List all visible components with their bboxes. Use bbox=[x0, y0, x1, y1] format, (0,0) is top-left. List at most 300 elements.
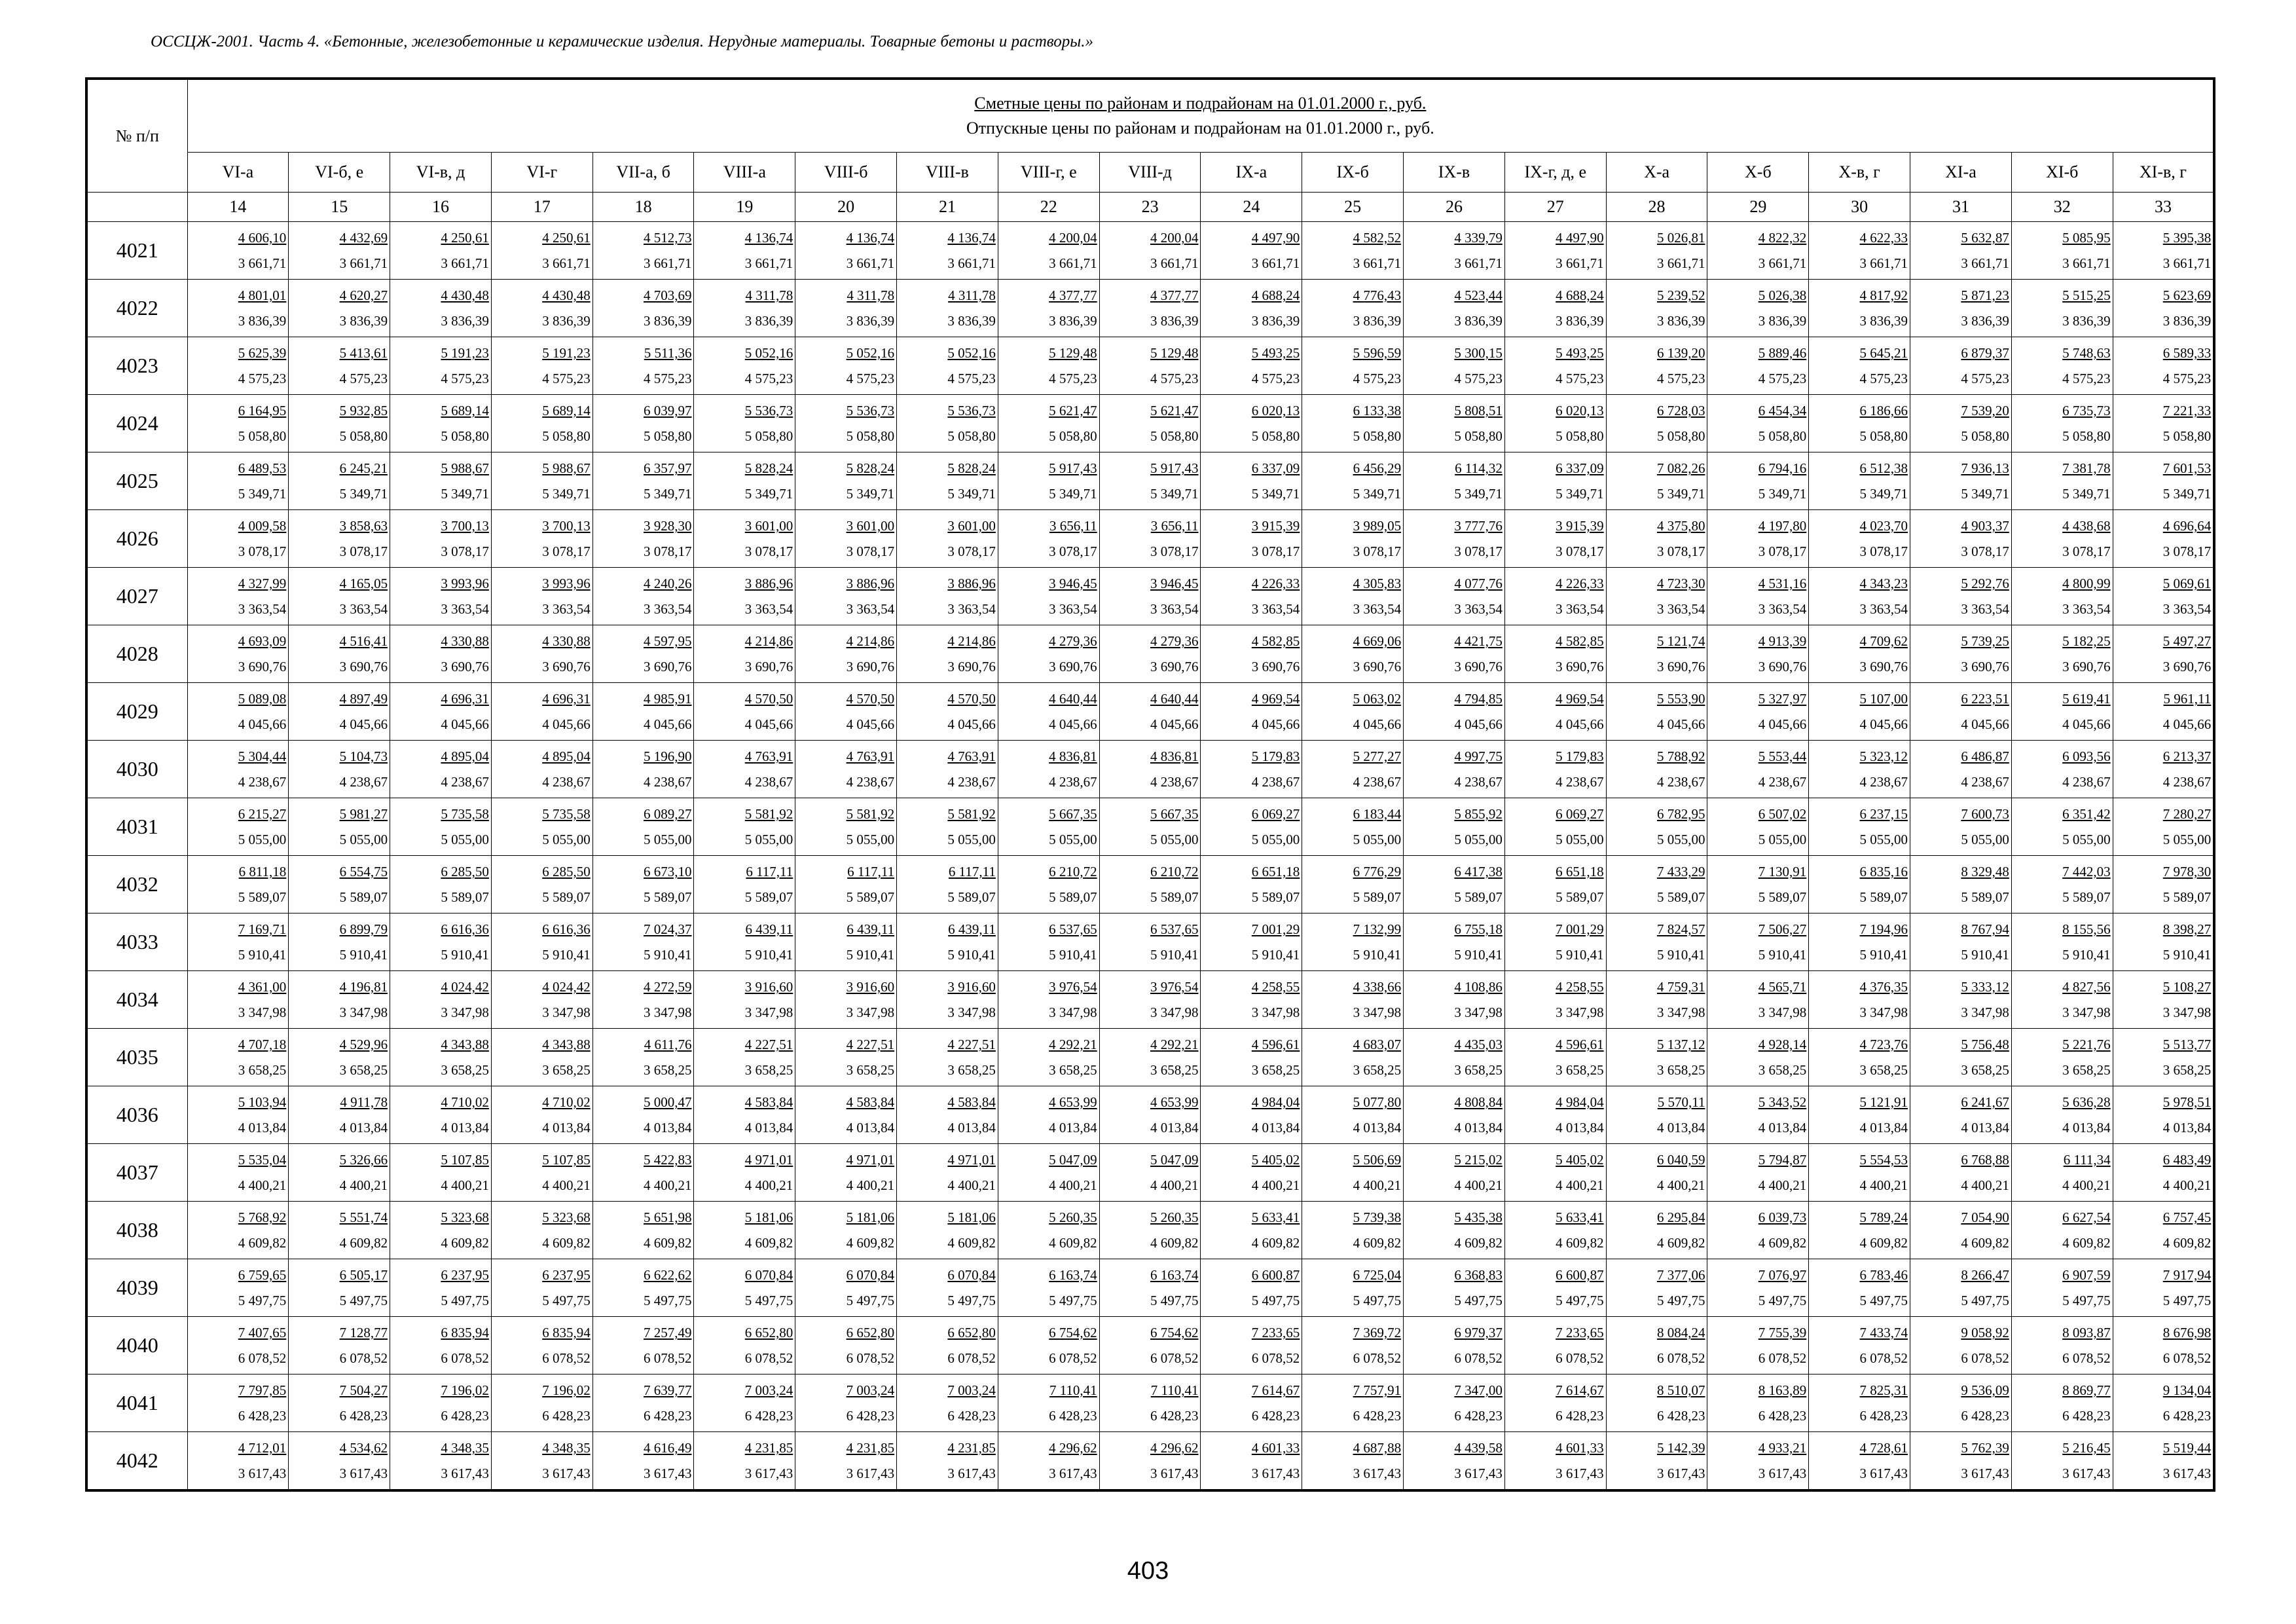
price-cell bbox=[1201, 222, 1302, 280]
price-cell bbox=[187, 1086, 289, 1144]
release-price: 3 363,54 bbox=[1961, 601, 2009, 617]
price-cell bbox=[390, 683, 492, 741]
estimate-price: 4 214,86 bbox=[846, 633, 895, 649]
release-price: 6 428,23 bbox=[441, 1408, 489, 1424]
estimate-price: 8 767,94 bbox=[1961, 921, 2009, 937]
estimate-price: 5 828,24 bbox=[744, 460, 793, 476]
estimate-price: 5 108,27 bbox=[2162, 979, 2212, 995]
price-cell bbox=[1404, 568, 1505, 625]
price-cell bbox=[1910, 913, 2012, 971]
estimate-price: 7 825,31 bbox=[1859, 1382, 1908, 1398]
estimate-price: 4 712,01 bbox=[238, 1440, 287, 1456]
price-cell bbox=[1099, 1317, 1201, 1375]
price-cell bbox=[1302, 452, 1404, 510]
price-cell bbox=[1809, 337, 1910, 395]
estimate-price: 4 438,68 bbox=[2062, 518, 2111, 534]
release-price: 5 349,71 bbox=[1859, 486, 1908, 502]
price-cell bbox=[187, 452, 289, 510]
price-cell bbox=[187, 1144, 289, 1202]
release-price: 5 910,41 bbox=[1961, 947, 2009, 963]
estimate-price: 8 155,56 bbox=[2062, 921, 2111, 937]
estimate-price: 4 707,18 bbox=[238, 1037, 287, 1052]
release-price: 4 238,67 bbox=[542, 774, 591, 790]
price-cell bbox=[1809, 971, 1910, 1029]
column-number: 29 bbox=[1707, 193, 1809, 222]
estimate-price: 5 636,28 bbox=[2062, 1094, 2111, 1110]
estimate-price: 4 895,04 bbox=[542, 748, 591, 764]
price-cell bbox=[187, 568, 289, 625]
estimate-price: 6 117,11 bbox=[948, 864, 996, 879]
estimate-price: 5 667,35 bbox=[1049, 806, 1097, 822]
release-price: 3 836,39 bbox=[744, 313, 793, 329]
price-cell bbox=[1201, 395, 1302, 452]
price-cell bbox=[1809, 222, 1910, 280]
estimate-price: 3 993,96 bbox=[542, 576, 591, 591]
price-cell bbox=[491, 971, 592, 1029]
release-price: 5 055,00 bbox=[947, 832, 996, 847]
release-price: 5 349,71 bbox=[1656, 486, 1705, 502]
estimate-price: 4 531,16 bbox=[1758, 576, 1807, 591]
estimate-price: 3 916,60 bbox=[744, 979, 793, 995]
release-price: 3 690,76 bbox=[947, 659, 996, 674]
release-price: 3 661,71 bbox=[1353, 255, 1402, 271]
estimate-price: 6 210,72 bbox=[1049, 864, 1097, 879]
estimate-price: 5 633,41 bbox=[1251, 1209, 1300, 1225]
estimate-price: 5 181,06 bbox=[947, 1209, 996, 1225]
release-price: 5 058,80 bbox=[947, 428, 996, 444]
release-price: 5 055,00 bbox=[1656, 832, 1705, 847]
row-number: 4023 bbox=[86, 337, 187, 395]
price-cell bbox=[795, 1432, 897, 1491]
price-cell bbox=[1099, 1029, 1201, 1086]
price-cell bbox=[1302, 856, 1404, 913]
release-price: 3 617,43 bbox=[1859, 1466, 1908, 1481]
price-cell bbox=[897, 510, 998, 568]
release-price: 5 589,07 bbox=[2062, 889, 2111, 905]
price-cell bbox=[390, 625, 492, 683]
release-price: 3 363,54 bbox=[542, 601, 591, 617]
table-row bbox=[86, 337, 2214, 395]
estimate-price: 8 084,24 bbox=[1656, 1325, 1705, 1340]
price-cell bbox=[897, 683, 998, 741]
release-price: 5 349,71 bbox=[1758, 486, 1807, 502]
release-price: 3 836,39 bbox=[1556, 313, 1604, 329]
release-price: 5 058,80 bbox=[1353, 428, 1402, 444]
release-price: 3 661,71 bbox=[643, 255, 692, 271]
release-price: 3 690,76 bbox=[2062, 659, 2111, 674]
price-cell bbox=[2113, 222, 2214, 280]
price-cell bbox=[1504, 798, 1606, 856]
estimate-price: 5 748,63 bbox=[2062, 345, 2111, 361]
price-cell bbox=[491, 452, 592, 510]
release-price: 3 690,76 bbox=[1049, 659, 1097, 674]
price-cell bbox=[592, 1432, 694, 1491]
estimate-price: 4 776,43 bbox=[1353, 287, 1402, 303]
row-number: 4031 bbox=[86, 798, 187, 856]
release-price: 4 013,84 bbox=[846, 1120, 895, 1135]
row-number: 4032 bbox=[86, 856, 187, 913]
estimate-price: 5 047,09 bbox=[1049, 1152, 1097, 1168]
estimate-price: 5 121,91 bbox=[1859, 1094, 1908, 1110]
release-price: 4 609,82 bbox=[2162, 1235, 2212, 1251]
estimate-price: 5 551,74 bbox=[339, 1209, 388, 1225]
price-cell bbox=[1910, 280, 2012, 337]
estimate-price: 4 439,58 bbox=[1454, 1440, 1503, 1456]
price-cell bbox=[795, 395, 897, 452]
estimate-price: 4 836,81 bbox=[1150, 748, 1199, 764]
estimate-price: 4 653,99 bbox=[1049, 1094, 1097, 1110]
release-price: 4 013,84 bbox=[542, 1120, 591, 1135]
estimate-price: 5 181,06 bbox=[846, 1209, 895, 1225]
price-cell bbox=[1099, 856, 1201, 913]
price-cell bbox=[2011, 683, 2113, 741]
estimate-price: 4 327,99 bbox=[238, 576, 287, 591]
release-price: 6 428,23 bbox=[947, 1408, 996, 1424]
release-price: 5 055,00 bbox=[1758, 832, 1807, 847]
price-cell bbox=[1201, 452, 1302, 510]
release-price: 6 428,23 bbox=[2162, 1408, 2212, 1424]
estimate-price: 5 435,38 bbox=[1454, 1209, 1503, 1225]
release-price: 4 609,82 bbox=[1961, 1235, 2009, 1251]
estimate-price: 5 107,00 bbox=[1859, 691, 1908, 707]
column-number: 15 bbox=[289, 193, 390, 222]
release-price: 4 238,67 bbox=[2062, 774, 2111, 790]
release-price: 5 058,80 bbox=[1961, 428, 2009, 444]
region-header: VIII-б bbox=[795, 153, 897, 193]
estimate-price: 6 755,18 bbox=[1454, 921, 1503, 937]
release-price: 3 836,39 bbox=[238, 313, 287, 329]
region-header: IX-б bbox=[1302, 153, 1404, 193]
estimate-price: 5 047,09 bbox=[1150, 1152, 1199, 1168]
estimate-price: 7 054,90 bbox=[1961, 1209, 2009, 1225]
release-price: 6 428,23 bbox=[2062, 1408, 2111, 1424]
price-cell bbox=[592, 1029, 694, 1086]
estimate-price: 4 338,66 bbox=[1353, 979, 1402, 995]
estimate-price: 6 163,74 bbox=[1049, 1267, 1097, 1283]
price-cell bbox=[998, 1317, 1099, 1375]
release-price: 3 836,39 bbox=[2062, 313, 2111, 329]
estimate-price: 6 505,17 bbox=[339, 1267, 388, 1283]
column-number: 26 bbox=[1404, 193, 1505, 222]
release-price: 3 658,25 bbox=[1961, 1062, 2009, 1078]
release-price: 3 661,71 bbox=[1758, 255, 1807, 271]
release-price: 3 363,54 bbox=[947, 601, 996, 617]
estimate-price: 5 260,35 bbox=[1150, 1209, 1199, 1225]
release-price: 3 658,25 bbox=[1859, 1062, 1908, 1078]
price-cell bbox=[1707, 856, 1809, 913]
estimate-price: 4 227,51 bbox=[947, 1037, 996, 1052]
estimate-price: 6 757,45 bbox=[2162, 1209, 2212, 1225]
release-price: 4 575,23 bbox=[1556, 371, 1604, 386]
release-price: 3 661,71 bbox=[1049, 255, 1097, 271]
price-cell bbox=[187, 222, 289, 280]
price-cell bbox=[390, 1029, 492, 1086]
release-price: 5 589,07 bbox=[339, 889, 388, 905]
price-cell bbox=[795, 452, 897, 510]
estimate-price: 7 377,06 bbox=[1656, 1267, 1705, 1283]
price-cell bbox=[897, 1432, 998, 1491]
estimate-price: 5 052,16 bbox=[947, 345, 996, 361]
price-cell bbox=[289, 222, 390, 280]
estimate-price: 6 783,46 bbox=[1859, 1267, 1908, 1283]
release-price: 6 428,23 bbox=[1150, 1408, 1199, 1424]
release-price: 4 045,66 bbox=[1049, 716, 1097, 732]
release-price: 3 661,71 bbox=[1454, 255, 1503, 271]
release-price: 5 497,75 bbox=[1758, 1293, 1807, 1308]
release-price: 5 497,75 bbox=[1251, 1293, 1300, 1308]
price-cell bbox=[491, 1259, 592, 1317]
release-price: 3 078,17 bbox=[1556, 544, 1604, 559]
table-row bbox=[86, 971, 2214, 1029]
estimate-price: 6 040,59 bbox=[1656, 1152, 1705, 1168]
estimate-price: 5 735,58 bbox=[441, 806, 489, 822]
price-cell bbox=[1201, 568, 1302, 625]
price-cell bbox=[1302, 971, 1404, 1029]
estimate-price: 5 789,24 bbox=[1859, 1209, 1908, 1225]
price-cell bbox=[1809, 1144, 1910, 1202]
price-cell bbox=[795, 1144, 897, 1202]
estimate-price: 4 231,85 bbox=[947, 1440, 996, 1456]
estimate-price: 4 136,74 bbox=[846, 230, 895, 246]
release-price: 4 609,82 bbox=[1859, 1235, 1908, 1251]
estimate-price: 7 381,78 bbox=[2062, 460, 2111, 476]
price-cell bbox=[187, 971, 289, 1029]
estimate-price: 5 405,02 bbox=[1251, 1152, 1300, 1168]
price-cell bbox=[1099, 913, 1201, 971]
estimate-price: 4 817,92 bbox=[1859, 287, 1908, 303]
estimate-price: 6 117,11 bbox=[847, 864, 895, 879]
price-cell bbox=[592, 1086, 694, 1144]
estimate-price: 7 442,03 bbox=[2062, 864, 2111, 879]
release-price: 5 055,00 bbox=[1353, 832, 1402, 847]
price-cell bbox=[2113, 1375, 2214, 1432]
column-number-blank bbox=[86, 193, 187, 222]
release-price: 6 078,52 bbox=[1758, 1350, 1807, 1366]
estimate-price: 6 600,87 bbox=[1251, 1267, 1300, 1283]
release-price: 3 617,43 bbox=[1556, 1466, 1604, 1481]
region-header: VIII-а bbox=[694, 153, 795, 193]
release-price: 3 836,39 bbox=[1049, 313, 1097, 329]
price-cell bbox=[1809, 452, 1910, 510]
price-cell bbox=[1809, 1202, 1910, 1259]
estimate-price: 4 723,76 bbox=[1859, 1037, 1908, 1052]
release-price: 5 055,00 bbox=[1454, 832, 1503, 847]
release-price: 4 400,21 bbox=[1961, 1177, 2009, 1193]
estimate-price: 5 215,02 bbox=[1454, 1152, 1503, 1168]
price-cell bbox=[998, 856, 1099, 913]
release-price: 3 661,71 bbox=[2162, 255, 2212, 271]
release-price: 3 617,43 bbox=[1049, 1466, 1097, 1481]
release-price: 5 349,71 bbox=[1251, 486, 1300, 502]
estimate-price: 7 407,65 bbox=[238, 1325, 287, 1340]
estimate-price: 6 039,97 bbox=[643, 403, 692, 418]
price-cell bbox=[1910, 337, 2012, 395]
release-price: 4 045,66 bbox=[1859, 716, 1908, 732]
price-cell bbox=[998, 971, 1099, 1029]
estimate-price: 4 200,04 bbox=[1049, 230, 1097, 246]
price-cell bbox=[592, 625, 694, 683]
estimate-price: 6 754,62 bbox=[1049, 1325, 1097, 1340]
price-cell bbox=[1504, 280, 1606, 337]
release-price: 3 347,98 bbox=[1353, 1005, 1402, 1020]
price-cell bbox=[1201, 683, 1302, 741]
release-price: 5 349,71 bbox=[1353, 486, 1402, 502]
release-price: 6 078,52 bbox=[441, 1350, 489, 1366]
release-price: 6 428,23 bbox=[1454, 1408, 1503, 1424]
price-cell bbox=[998, 337, 1099, 395]
release-price: 5 058,80 bbox=[1049, 428, 1097, 444]
price-cell bbox=[187, 625, 289, 683]
estimate-price: 6 417,38 bbox=[1454, 864, 1503, 879]
estimate-price: 5 129,48 bbox=[1150, 345, 1199, 361]
price-cell bbox=[2113, 1202, 2214, 1259]
estimate-price: 5 300,15 bbox=[1454, 345, 1503, 361]
price-cell bbox=[694, 971, 795, 1029]
price-cell bbox=[1201, 798, 1302, 856]
price-cell bbox=[1504, 1317, 1606, 1375]
price-cell bbox=[592, 510, 694, 568]
column-number: 25 bbox=[1302, 193, 1404, 222]
release-price: 4 400,21 bbox=[542, 1177, 591, 1193]
release-price: 5 589,07 bbox=[846, 889, 895, 905]
price-cell bbox=[1404, 1432, 1505, 1491]
estimate-price: 6 728,03 bbox=[1656, 403, 1705, 418]
release-price: 4 238,67 bbox=[441, 774, 489, 790]
price-cell bbox=[592, 913, 694, 971]
price-cell bbox=[1809, 510, 1910, 568]
price-cell bbox=[1707, 1375, 1809, 1432]
estimate-price: 6 622,62 bbox=[643, 1267, 692, 1283]
release-price: 4 238,67 bbox=[1454, 774, 1503, 790]
estimate-price: 7 757,91 bbox=[1353, 1382, 1402, 1398]
estimate-price: 6 183,44 bbox=[1353, 806, 1402, 822]
price-cell bbox=[2011, 280, 2113, 337]
estimate-price: 8 869,77 bbox=[2062, 1382, 2111, 1398]
estimate-price: 7 433,74 bbox=[1859, 1325, 1908, 1340]
price-cell bbox=[2011, 1375, 2113, 1432]
release-price: 3 836,39 bbox=[643, 313, 692, 329]
estimate-price: 5 085,95 bbox=[2062, 230, 2111, 246]
estimate-price: 5 182,25 bbox=[2062, 633, 2111, 649]
release-price: 3 690,76 bbox=[744, 659, 793, 674]
release-price: 4 400,21 bbox=[1251, 1177, 1300, 1193]
price-cell bbox=[694, 1375, 795, 1432]
price-cell bbox=[1302, 683, 1404, 741]
estimate-price: 4 710,02 bbox=[542, 1094, 591, 1110]
estimate-price: 6 285,50 bbox=[542, 864, 591, 879]
release-price: 4 045,66 bbox=[1251, 716, 1300, 732]
release-price: 4 400,21 bbox=[1656, 1177, 1705, 1193]
price-cell bbox=[1504, 625, 1606, 683]
release-price: 5 910,41 bbox=[238, 947, 287, 963]
release-price: 3 347,98 bbox=[238, 1005, 287, 1020]
price-cell bbox=[1606, 1375, 1707, 1432]
estimate-price: 5 553,90 bbox=[1656, 691, 1705, 707]
row-number: 4038 bbox=[86, 1202, 187, 1259]
price-cell bbox=[1404, 798, 1505, 856]
estimate-price: 6 600,87 bbox=[1556, 1267, 1604, 1283]
price-cell bbox=[1302, 741, 1404, 798]
estimate-price: 4 529,96 bbox=[339, 1037, 388, 1052]
price-cell bbox=[998, 798, 1099, 856]
estimate-price: 4 683,07 bbox=[1353, 1037, 1402, 1052]
region-header: VIII-д bbox=[1099, 153, 1201, 193]
price-cell bbox=[1707, 741, 1809, 798]
release-price: 3 836,39 bbox=[1353, 313, 1402, 329]
price-cell bbox=[1606, 1202, 1707, 1259]
release-price: 3 363,54 bbox=[1049, 601, 1097, 617]
release-price: 6 428,23 bbox=[1961, 1408, 2009, 1424]
estimate-price: 3 916,60 bbox=[846, 979, 895, 995]
estimate-price: 6 768,88 bbox=[1961, 1152, 2009, 1168]
estimate-price: 5 063,02 bbox=[1353, 691, 1402, 707]
price-cell bbox=[1809, 568, 1910, 625]
price-cell bbox=[1302, 222, 1404, 280]
release-price: 3 078,17 bbox=[1758, 544, 1807, 559]
price-cell bbox=[1504, 856, 1606, 913]
price-cell bbox=[491, 222, 592, 280]
estimate-price: 4 432,69 bbox=[339, 230, 388, 246]
estimate-price: 4 077,76 bbox=[1454, 576, 1503, 591]
price-cell bbox=[998, 625, 1099, 683]
release-price: 3 836,39 bbox=[947, 313, 996, 329]
estimate-price: 4 512,73 bbox=[643, 230, 692, 246]
release-price: 3 690,76 bbox=[643, 659, 692, 674]
estimate-price: 6 295,84 bbox=[1656, 1209, 1705, 1225]
release-price: 3 617,43 bbox=[441, 1466, 489, 1481]
release-price: 4 575,23 bbox=[441, 371, 489, 386]
price-cell bbox=[390, 222, 492, 280]
price-cell bbox=[1504, 1259, 1606, 1317]
release-price: 4 575,23 bbox=[947, 371, 996, 386]
price-cell bbox=[1201, 1432, 1302, 1491]
estimate-price: 4 601,33 bbox=[1251, 1440, 1300, 1456]
estimate-price: 5 089,08 bbox=[238, 691, 287, 707]
release-price: 3 836,39 bbox=[1251, 313, 1300, 329]
release-price: 4 575,23 bbox=[1859, 371, 1908, 386]
release-price: 5 055,00 bbox=[1961, 832, 2009, 847]
price-cell bbox=[1910, 222, 2012, 280]
estimate-price: 5 689,14 bbox=[441, 403, 489, 418]
price-cell bbox=[694, 1144, 795, 1202]
estimate-price: 5 917,43 bbox=[1049, 460, 1097, 476]
estimate-price: 5 179,83 bbox=[1251, 748, 1300, 764]
estimate-price: 7 001,29 bbox=[1556, 921, 1604, 937]
estimate-price: 7 233,65 bbox=[1556, 1325, 1604, 1340]
price-cell bbox=[998, 1375, 1099, 1432]
estimate-price: 3 915,39 bbox=[1251, 518, 1300, 534]
estimate-price: 4 616,49 bbox=[643, 1440, 692, 1456]
price-cell bbox=[694, 1432, 795, 1491]
table-row bbox=[86, 395, 2214, 452]
release-price: 3 617,43 bbox=[1758, 1466, 1807, 1481]
estimate-price: 4 258,55 bbox=[1556, 979, 1604, 995]
release-price: 5 910,41 bbox=[1454, 947, 1503, 963]
release-price: 5 910,41 bbox=[2162, 947, 2212, 963]
estimate-price: 8 676,98 bbox=[2162, 1325, 2212, 1340]
release-price: 4 400,21 bbox=[339, 1177, 388, 1193]
price-cell bbox=[1099, 1432, 1201, 1491]
release-price: 3 078,17 bbox=[846, 544, 895, 559]
estimate-price: 6 069,27 bbox=[1251, 806, 1300, 822]
price-cell bbox=[694, 798, 795, 856]
estimate-price: 5 932,85 bbox=[339, 403, 388, 418]
price-cell bbox=[1404, 337, 1505, 395]
price-cell bbox=[592, 1202, 694, 1259]
price-cell bbox=[187, 1259, 289, 1317]
release-price: 3 347,98 bbox=[2062, 1005, 2111, 1020]
estimate-price: 7 504,27 bbox=[339, 1382, 388, 1398]
